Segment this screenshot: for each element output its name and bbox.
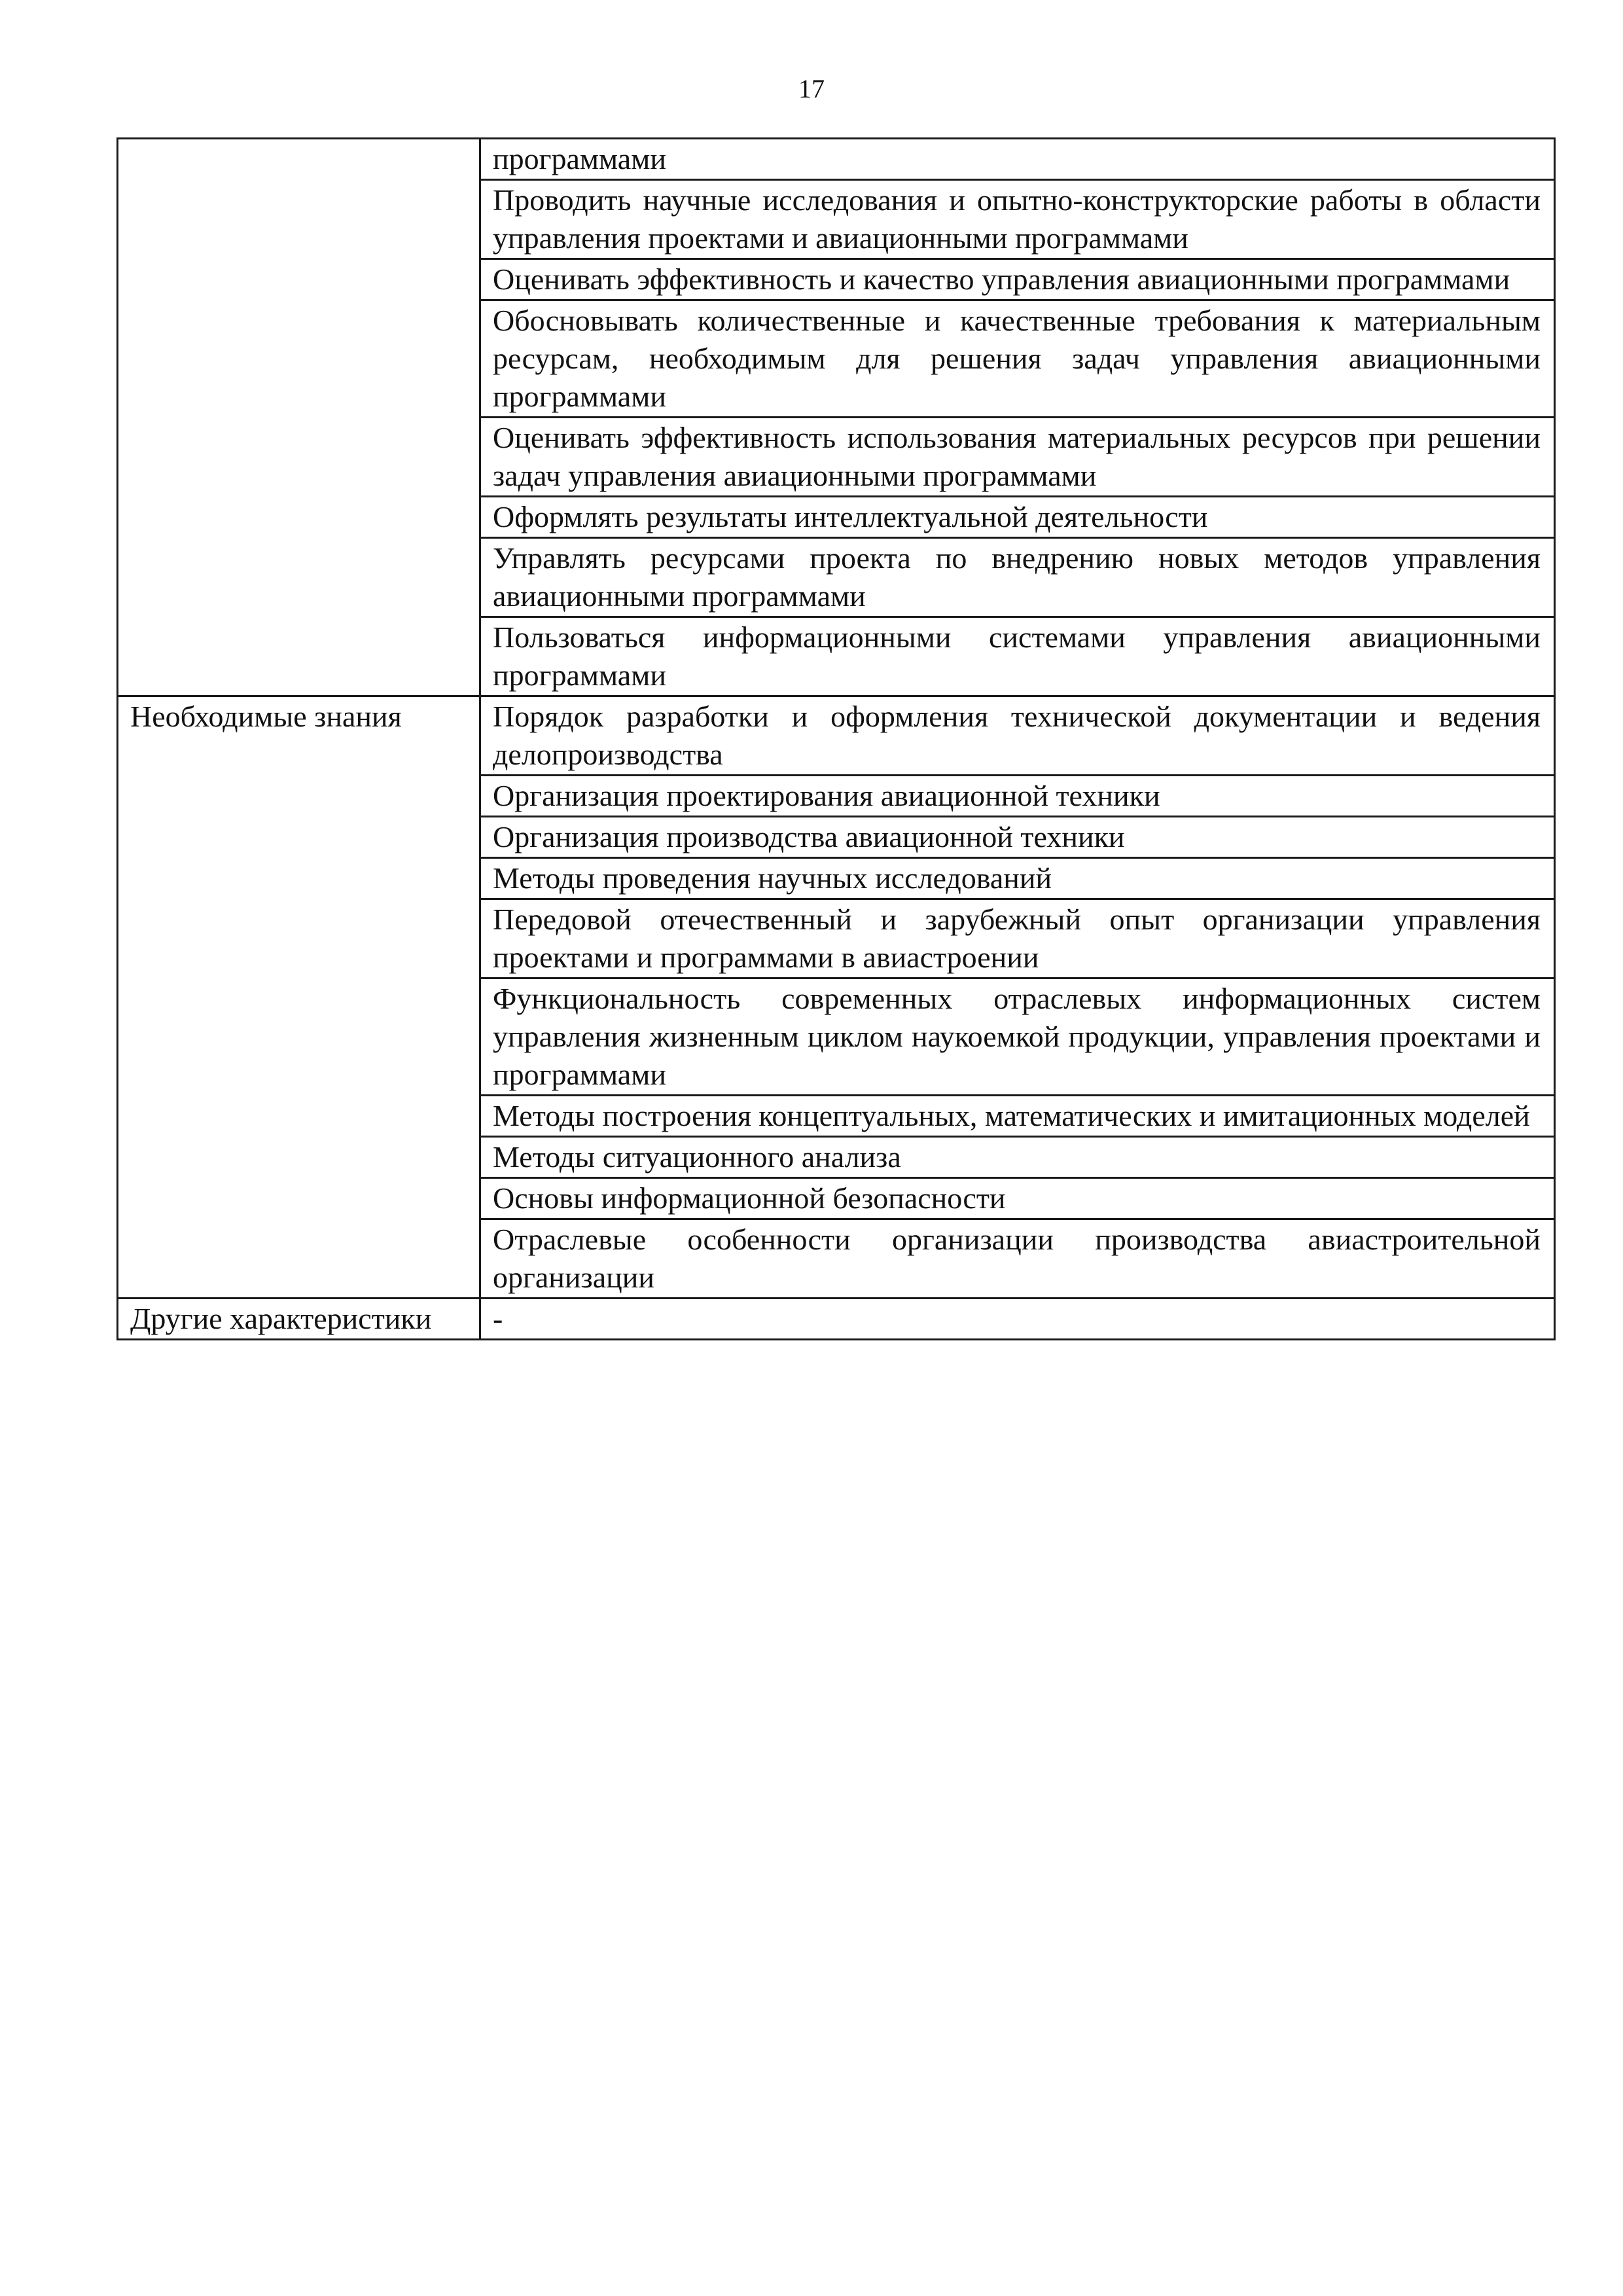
skill-item: программами xyxy=(480,139,1555,180)
skill-item: Пользоваться информационными системами управления авиационными программами xyxy=(480,617,1555,696)
skills-label-cell-empty xyxy=(118,139,480,696)
skill-item: Оформлять результаты интеллектуальной деятельности xyxy=(480,497,1555,538)
knowledge-item: Методы ситуационного анализа xyxy=(480,1137,1555,1178)
knowledge-item: Основы информационной безопасности xyxy=(480,1178,1555,1219)
skill-item: Проводить научные исследования и опытно-конструкторские работы в области управления проектами и авиационными программами xyxy=(480,180,1555,259)
skill-item: Оценивать эффективность и качество управления авиационными программами xyxy=(480,259,1555,300)
other-value: - xyxy=(480,1299,1555,1340)
knowledge-item: Отраслевые особенности организации производства авиастроительной организации xyxy=(480,1219,1555,1299)
skill-item: Обосновывать количественные и качественные требования к материальным ресурсам, необходимым для решения задач управления авиационными программами xyxy=(480,300,1555,418)
other-label: Другие характеристики xyxy=(118,1299,480,1340)
table-row xyxy=(118,1299,1555,1340)
skill-item: Управлять ресурсами проекта по внедрению новых методов управления авиационными программами xyxy=(480,538,1555,617)
knowledge-item: Порядок разработки и оформления технической документации и ведения делопроизводства xyxy=(480,696,1555,776)
table-row xyxy=(118,139,1555,180)
qualification-table xyxy=(116,137,1556,1340)
knowledge-label: Необходимые знания xyxy=(118,696,480,1299)
knowledge-item: Передовой отечественный и зарубежный опыт организации управления проектами и программами в авиастроении xyxy=(480,899,1555,978)
page-number: 17 xyxy=(798,74,825,103)
knowledge-item: Методы проведения научных исследований xyxy=(480,858,1555,899)
knowledge-item: Организация производства авиационной техники xyxy=(480,817,1555,858)
knowledge-item: Организация проектирования авиационной техники xyxy=(480,776,1555,817)
knowledge-item: Методы построения концептуальных, математических и имитационных моделей xyxy=(480,1096,1555,1137)
skill-item: Оценивать эффективность использования материальных ресурсов при решении задач управления авиационными программами xyxy=(480,418,1555,497)
knowledge-item: Функциональность современных отраслевых информационных систем управления жизненным циклом наукоемкой продукции, управления проектами и программами xyxy=(480,978,1555,1096)
table-row xyxy=(118,696,1555,776)
